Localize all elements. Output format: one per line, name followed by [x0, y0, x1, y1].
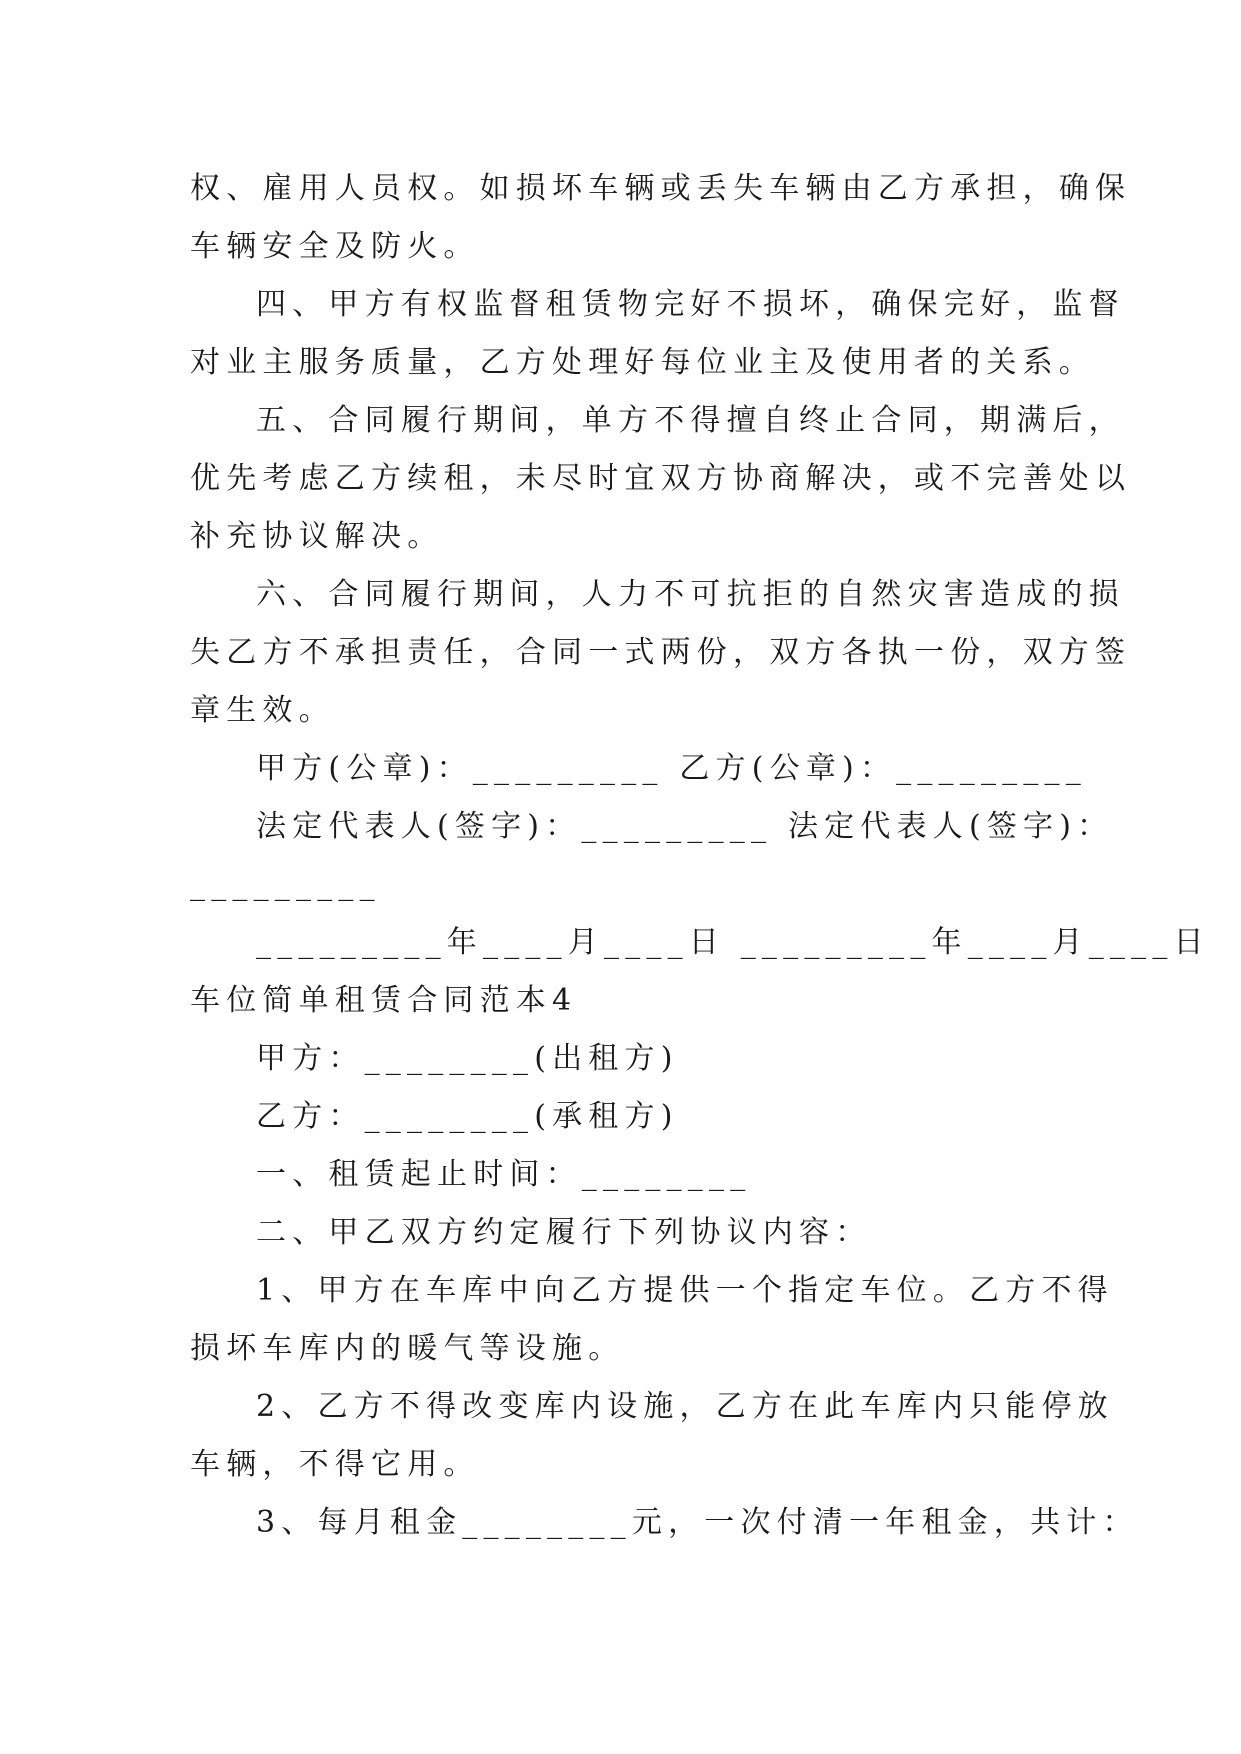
- clause-six: 六、合同履行期间，人力不可抗拒的自然灾害造成的损: [256, 577, 1125, 612]
- clause-four: 四、甲方有权监督租赁物完好不损坏，确保完好，监督: [256, 287, 1125, 322]
- item-two: 2、乙方不得改变库内设施，乙方在此车库内只能停放: [256, 1389, 1114, 1424]
- section-title: 车位简单租赁合同范本4: [190, 983, 578, 1018]
- item-three: 3、每月租金________元，一次付清一年租金，共计：: [256, 1505, 1139, 1540]
- item-one: 1、甲方在车库中向乙方提供一个指定车位。乙方不得: [256, 1273, 1114, 1308]
- text-line: 补充协议解决。: [190, 519, 444, 554]
- text-line: 章生效。: [190, 693, 335, 728]
- date-line: _________年____月____日 _________年____月____日: [256, 925, 1210, 960]
- seal-line: 甲方(公章)：_________ 乙方(公章)：_________: [256, 751, 1087, 786]
- text-line: 对业主服务质量，乙方处理好每位业主及使用者的关系。: [190, 345, 1095, 380]
- clause-five: 五、合同履行期间，单方不得擅自终止合同，期满后，: [256, 403, 1125, 438]
- party-b-line: 乙方：________(承租方): [256, 1099, 679, 1134]
- agreement-heading: 二、甲乙双方约定履行下列协议内容：: [256, 1215, 872, 1250]
- party-a-line: 甲方：________(出租方): [256, 1041, 679, 1076]
- text-line: 车辆安全及防火。: [190, 229, 480, 264]
- text-line: 损坏车库内的暖气等设施。: [190, 1331, 625, 1366]
- lease-term-line: 一、租赁起止时间：________: [256, 1157, 752, 1192]
- text-line: 权、雇用人员权。如损坏车辆或丢失车辆由乙方承担，确保: [190, 171, 1132, 206]
- text-line: 车辆，不得它用。: [190, 1447, 480, 1482]
- representative-blank: _________: [190, 867, 381, 902]
- text-line: 失乙方不承担责任，合同一式两份，双方各执一份，双方签: [190, 635, 1132, 670]
- representative-line: 法定代表人(签字)：_________ 法定代表人(签字)：: [256, 809, 1114, 844]
- document-page: [190, 160, 1210, 1552]
- text-line: 优先考虑乙方续租，未尽时宜双方协商解决，或不完善处以: [190, 461, 1132, 496]
